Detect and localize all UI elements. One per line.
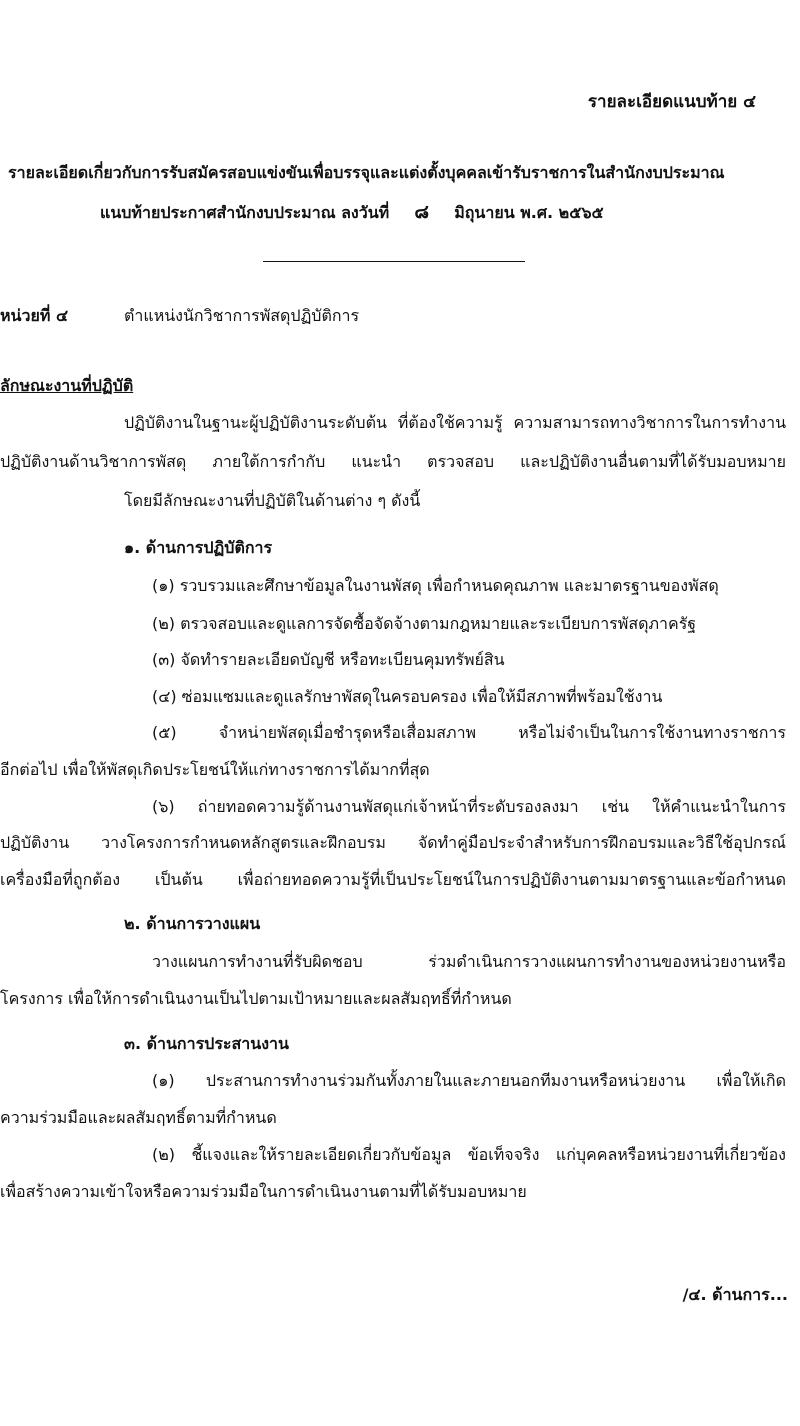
- intro-line1: ปฏิบัติงานในฐานะผู้ปฏิบัติงานระดับต้น ที่ต้องใช้ความรู้ ความสามารถทางวิชาการในการทำงาน: [124, 413, 786, 432]
- unit-position: ตำแหน่งนักวิชาการพัสดุปฏิบัติการ: [124, 306, 360, 325]
- unit-label: หน่วยที่ ๔: [0, 306, 69, 325]
- coordination-item-1-line1: (๑) ประสานการทำงานร่วมกันทั้งภายในและภายนอกทีมงานหรือหน่วยงาน เพื่อให้เกิด: [152, 1071, 786, 1090]
- coordination-heading: ๓. ด้านการประสานงาน: [124, 1034, 289, 1053]
- operations-item-6-line3: เครื่องมือที่ถูกต้อง เป็นต้น เพื่อถ่ายทอดความรู้ที่เป็นประโยชน์ในการปฏิบัติงานตามมาตรฐานและข้อกำหนด: [0, 870, 786, 889]
- attachment-ref: รายละเอียดแนบท้าย ๔: [587, 92, 756, 112]
- coordination-item-1-line2: ความร่วมมือและผลสัมฤทธิ์ตามที่กำหนด: [0, 1108, 277, 1127]
- title-day: ๘: [414, 201, 430, 223]
- title-line2-prefix: แนบท้ายประกาศสำนักงบประมาณ ลงวันที่: [100, 203, 390, 222]
- operations-item-4: (๔) ซ่อมแซมและดูแลรักษาพัสดุในครอบครอง เพื่อให้มีสภาพที่พร้อมใช้งาน: [152, 687, 663, 706]
- coordination-item-2-line1: (๒) ชี้แจงและให้รายละเอียดเกี่ยวกับข้อมูล ข้อเท็จจริง แก่บุคคลหรือหน่วยงานที่เกี่ยวข้อง: [152, 1145, 786, 1164]
- document-title-line2: [100, 201, 604, 224]
- operations-item-5-line2: อีกต่อไป เพื่อให้พัสดุเกิดประโยชน์ให้แก่ทางราชการได้มากที่สุด: [0, 760, 430, 779]
- operations-item-6-line1: (๖) ถ่ายทอดความรู้ด้านงานพัสดุแก่เจ้าหน้าที่ระดับรองลงมา เช่น ให้คำแนะนำในการ: [152, 797, 786, 816]
- continuation-note: /๔. ด้านการ...: [682, 1285, 788, 1304]
- planning-line2: โครงการ เพื่อให้การดำเนินงานเป็นไปตามเป้าหมายและผลสัมฤทธิ์ที่กำหนด: [0, 989, 512, 1008]
- operations-item-1: (๑) รวบรวมและศึกษาข้อมูลในงานพัสดุ เพื่อกำหนดคุณภาพ และมาตรฐานของพัสดุ: [152, 576, 719, 595]
- operations-heading: ๑. ด้านการปฏิบัติการ: [124, 538, 273, 557]
- planning-line1: วางแผนการทำงานที่รับผิดชอบ ร่วมดำเนินการวางแผนการทำงานของหน่วยงานหรือ: [152, 952, 786, 971]
- intro-line3: โดยมีลักษณะงานที่ปฏิบัติในด้านต่าง ๆ ดังนี้: [124, 491, 421, 510]
- operations-item-3: (๓) จัดทำรายละเอียดบัญชี หรือทะเบียนคุมทรัพย์สิน: [152, 650, 505, 669]
- coordination-item-2-line2: เพื่อสร้างความเข้าใจหรือความร่วมมือในการดำเนินงานตามที่ได้รับมอบหมาย: [0, 1182, 527, 1201]
- operations-item-6-line2: ปฏิบัติงาน วางโครงการกำหนดหลักสูตรและฝึกอบรม จัดทำคู่มือประจำสำหรับการฝึกอบรมและวิธีใช้อุปกรณ์: [0, 833, 786, 852]
- planning-heading: ๒. ด้านการวางแผน: [124, 914, 261, 933]
- section-heading: ลักษณะงานที่ปฏิบัติ: [0, 376, 134, 395]
- document-title-line1: รายละเอียดเกี่ยวกับการรับสมัครสอบแข่งขันเพื่อบรรจุและแต่งตั้งบุคคลเข้ารับราชการในสำนักงบประมาณ: [8, 163, 725, 182]
- title-line2-suffix: มิถุนายน พ.ศ. ๒๕๖๕: [454, 203, 604, 222]
- operations-item-5-line1: (๕) จำหน่ายพัสดุเมื่อชำรุดหรือเสื่อมสภาพ หรือไม่จำเป็นในการใช้งานทางราชการ: [152, 723, 786, 742]
- title-divider: [263, 261, 525, 262]
- operations-item-2: (๒) ตรวจสอบและดูแลการจัดซื้อจัดจ้างตามกฎหมายและระเบียบการพัสดุภาครัฐ: [152, 614, 697, 633]
- intro-line2: ปฏิบัติงานด้านวิชาการพัสดุ ภายใต้การกำกับ แนะนำ ตรวจสอบ และปฏิบัติงานอื่นตามที่ได้รับมอบหมาย: [0, 452, 786, 471]
